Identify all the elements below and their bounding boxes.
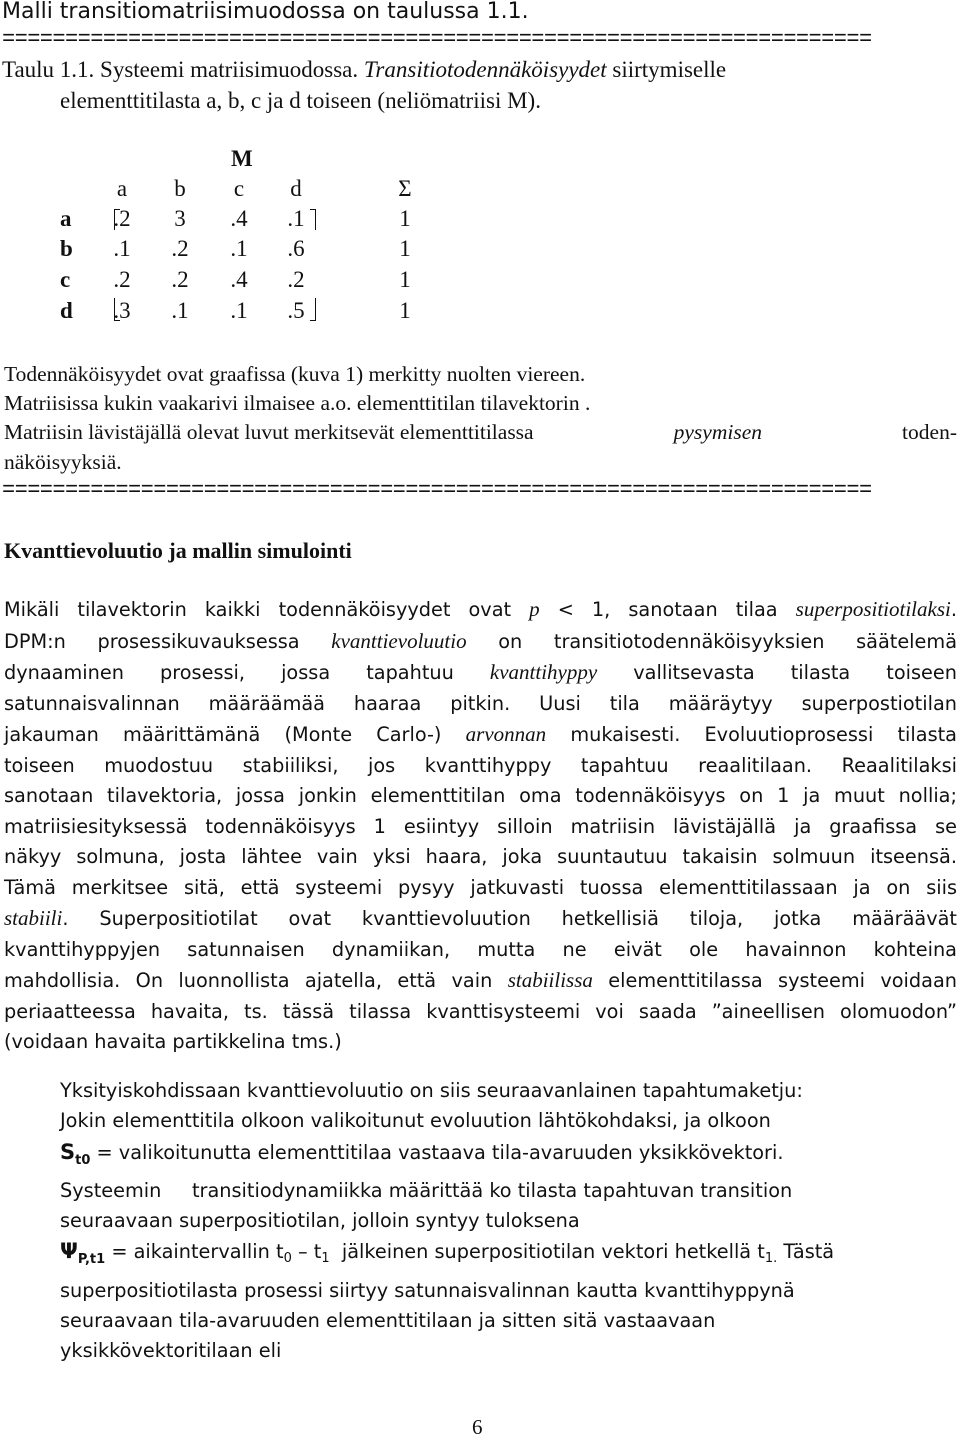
row-sum: 1: [399, 206, 411, 231]
row-sum: 1: [399, 298, 411, 323]
body-line: näkyy solmuna, josta lähtee vain yksi haara, joka suuntautuu takaisin solmuun itseensä.: [4, 845, 957, 868]
body-line: DPM:n prosessikuvauksessa kvanttievoluutio on transitiotodennäköisyyksien säätelemä: [4, 628, 958, 653]
separator: =====================================================================: [2, 478, 872, 503]
psi-subscript: P,t1: [77, 1252, 106, 1268]
body-line: stabiili. Superpositiotilat ovat kvanttievoluution hetkellisiä tiloja, jotka määräävät: [4, 906, 957, 930]
matrix-cell: .2: [113, 267, 131, 292]
detail-line: $\Psi_{P,t1}$ = aikaintervallin $t_0 - t_1$ jälkeinen superpositiotilan vektori hetkellä $t_{1.}$ Tästä: [60, 1239, 835, 1268]
matrix-cell: .2: [113, 206, 131, 231]
matrix-cell: .2: [287, 267, 305, 292]
body-line: toiseen muodostuu stabiiliksi, jos kvanttihyppy tapahtuu reaalitilaan. Reaalitilaksi: [4, 753, 957, 777]
row-label: c: [60, 267, 71, 292]
matrix-cell: .4: [230, 206, 248, 231]
caption-prefix: Taulu 1.1. Systeemi matriisimuodossa.: [2, 57, 364, 82]
body-line: sanotaan tilavektoria, jossa jonkin elementtitilan oma todennäköisyys on 1 ja muut nollia;: [4, 784, 957, 807]
detail-line: Jokin elementtitila olkoon valikoitunut evoluution lähtökohdaksi, ja olkoon: [60, 1109, 771, 1133]
section-heading: Kvanttievoluutio ja mallin simulointi: [4, 538, 352, 563]
transition-matrix: [0, 0, 960, 340]
matrix-cell: .3: [113, 298, 131, 323]
matrix-cell: .4: [230, 267, 248, 292]
note-emphasis: pysymisen: [673, 420, 763, 444]
caption-emphasis: Transitiotodennäköisyydet: [363, 57, 607, 82]
state-subscript: t0: [75, 1152, 91, 1168]
separator: =====================================================================: [2, 27, 872, 52]
body-line: (voidaan havaita partikkelina tms.): [4, 1030, 342, 1053]
note-line: Todennäköisyydet ovat graafissa (kuva 1) merkitty nuolten viereen.: [4, 362, 586, 386]
note-line: näköisyyksiä.: [4, 450, 122, 474]
detail-line: superpositiotilasta prosessi siirtyy satunnaisvalinnan kautta kvanttihyppynä: [60, 1278, 795, 1302]
body-line: dynaaminen prosessi, jossa tapahtuu kvanttihyppy vallitsevasta tilasta toiseen: [4, 660, 957, 684]
row-sum: 1: [399, 267, 411, 292]
matrix-cell: .1: [287, 206, 305, 231]
body-line: Mikäli tilavektorin kaikki todennäköisyydet ovat p < 1, sanotaan tilaa superpositiotilaksi.: [4, 597, 957, 621]
note-text: toden-: [902, 420, 957, 444]
bracket-bottom-left: [114, 298, 120, 321]
matrix-cell: .1: [171, 298, 189, 323]
body-paragraph: [4, 594, 957, 1058]
row-label: a: [60, 206, 72, 231]
page-number: 6: [472, 1415, 483, 1439]
col-header: d: [290, 176, 302, 201]
detail-line: seuraavaan tila-avaruuden elementtitilaan ja sitten sitä vastaavaan: [60, 1309, 716, 1333]
matrix-cell: .1: [230, 298, 248, 323]
body-line: satunnaisvalinnan määräämää haaraa pitkin. Uusi tila määräytyy superpostiotilan: [4, 691, 957, 715]
sum-header: Σ: [398, 176, 412, 201]
intro-line: Malli transitiomatriisimuodossa on taulussa 1.1.: [2, 0, 529, 24]
matrix-name: M: [231, 146, 253, 171]
psi-symbol: Ψ: [60, 1239, 78, 1264]
note-line: Matriisissa kukin vaakarivi ilmaisee a.o. elementtitilan tilavektorin .: [4, 391, 591, 415]
matrix-cell: .2: [171, 267, 189, 292]
matrix-cell: .5: [287, 298, 305, 323]
state-symbol: S: [60, 1139, 76, 1164]
row-label: b: [60, 236, 73, 261]
matrix-cell: .1: [230, 236, 248, 261]
body-line: periaatteessa havaita, ts. tässä tilassa kvanttisysteemi voi saada ”aineellisen olomuodon”: [4, 999, 957, 1023]
body-line: mahdollisia. On luonnollista ajatella, että vain stabiilissa elementtitilassa systeemi voidaan: [4, 968, 958, 992]
table-caption-line2: elementtitilasta a, b, c ja d toiseen (neliömatriisi M).: [60, 88, 541, 113]
body-line: jakauman määrittämänä (Monte Carlo-) arvonnan mukaisesti. Evoluutioprosessi tilasta: [4, 722, 957, 746]
matrix-cell: .2: [171, 236, 189, 261]
note-text: Matriisin lävistäjällä olevat luvut merkitsevät elementtitilassa: [4, 420, 534, 444]
caption-suffix: siirtymiselle: [606, 57, 727, 82]
col-header: b: [174, 176, 186, 201]
detail-block: [60, 1076, 834, 1367]
matrix-cell: .1: [113, 236, 131, 261]
body-line: matriisiesityksessä todennäköisyys 1 esiintyy silloin matriisin lävistäjällä ja graafissa se: [4, 814, 957, 838]
detail-line: yksikkövektoritilaan eli: [60, 1339, 282, 1363]
body-line: kvanttihyppyjen satunnaisen dynamiikan, mutta ne eivät ole havainnon kohteina: [4, 937, 957, 961]
bracket-bottom-right: [310, 298, 316, 321]
detail-line: Yksityiskohdissaan kvanttievoluutio on siis seuraavanlainen tapahtumaketju:: [60, 1079, 803, 1102]
matrix-cell: .6: [287, 236, 305, 261]
detail-line: Systeemin transitiodynamiikka määrittää ko tilasta tapahtuvan transition: [60, 1178, 793, 1202]
row-label: d: [60, 298, 73, 323]
col-header: c: [233, 176, 245, 201]
col-header: a: [116, 176, 128, 201]
detail-line: $S_{t0}$ = valikoitunutta elementtitilaa vastaava tila-avaruuden yksikkövektori.: [60, 1139, 784, 1168]
row-sum: 1: [399, 236, 411, 261]
matrix-cell: 3: [174, 206, 186, 231]
body-line: Tämä merkitsee sitä, että systeemi pysyy jatkuvasti tuossa elementtitilassaan ja on siis: [4, 875, 957, 899]
note-line: [4, 420, 957, 445]
bracket-top-right: [310, 209, 316, 230]
bracket-top-left: [114, 209, 120, 230]
detail-line: seuraavaan superpositiotilan, jolloin syntyy tuloksena: [60, 1209, 580, 1233]
